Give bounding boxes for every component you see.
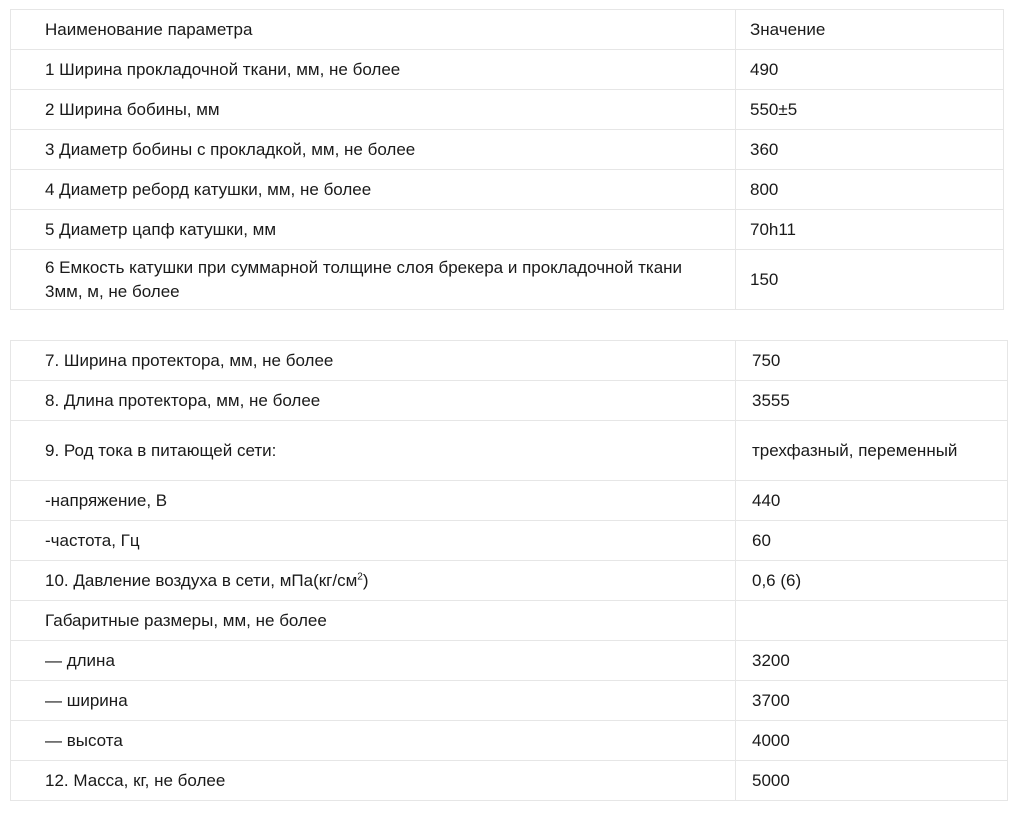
value-cell: 5000 [736,761,1008,801]
table-row [11,641,1008,681]
table-row [11,561,1008,601]
table-row [11,521,1008,561]
value-cell [736,601,1008,641]
param-text-close: ) [362,570,369,590]
param-cell: 3 Диаметр бобины с прокладкой, мм, не более [11,130,736,170]
value-cell: 70h11 [736,210,1004,250]
header-value: Значение [736,10,1004,50]
table-row [11,421,1008,481]
param-cell: 7. Ширина протектора, мм, не более [11,341,736,381]
param-cell: 9. Род тока в питающей сети: [11,421,736,481]
param-cell: 1 Ширина прокладочной ткани, мм, не более [11,50,736,90]
value-cell: 360 [736,130,1004,170]
param-cell: Габаритные размеры, мм, не более [11,601,736,641]
param-text: 10. Давление воздуха в сети, мПа(кг/см [45,570,358,590]
value-cell: 3555 [736,381,1008,421]
table-row [11,130,1004,170]
table-row [11,170,1004,210]
table-row [11,341,1008,381]
value-cell: 3200 [736,641,1008,681]
table-row [11,601,1008,641]
value-cell: 150 [736,250,1004,310]
param-cell: — длина [11,641,736,681]
value-cell: 800 [736,170,1004,210]
table-row [11,481,1008,521]
table-row [11,90,1004,130]
param-cell: -частота, Гц [11,521,736,561]
table-row [11,210,1004,250]
table-header-row [11,10,1004,50]
param-cell: 5 Диаметр цапф катушки, мм [11,210,736,250]
param-cell: 8. Длина протектора, мм, не более [11,381,736,421]
table-row [11,250,1004,310]
spec-table-2 [10,340,1008,801]
param-cell: 6 Емкость катушки при суммарной толщине слоя брекера и прокладочной ткани 3мм, м, не более [11,250,736,310]
superscript: 2 [357,570,363,582]
value-cell: 490 [736,50,1004,90]
value-cell: 750 [736,341,1008,381]
param-cell: — ширина [11,681,736,721]
table-row [11,381,1008,421]
param-cell [11,561,736,601]
value-cell: трехфазный, переменный [736,421,1008,481]
value-cell: 0,6 (6) [736,561,1008,601]
table-row [11,721,1008,761]
param-cell: 2 Ширина бобины, мм [11,90,736,130]
spec-table-1 [10,9,1004,310]
value-cell: 3700 [736,681,1008,721]
table-row [11,681,1008,721]
param-cell: -напряжение, В [11,481,736,521]
table-row [11,761,1008,801]
value-cell: 550±5 [736,90,1004,130]
param-cell: 12. Масса, кг, не более [11,761,736,801]
header-param: Наименование параметра [11,10,736,50]
param-cell: — высота [11,721,736,761]
value-cell: 440 [736,481,1008,521]
param-cell: 4 Диаметр реборд катушки, мм, не более [11,170,736,210]
value-cell: 60 [736,521,1008,561]
table-row [11,50,1004,90]
value-cell: 4000 [736,721,1008,761]
